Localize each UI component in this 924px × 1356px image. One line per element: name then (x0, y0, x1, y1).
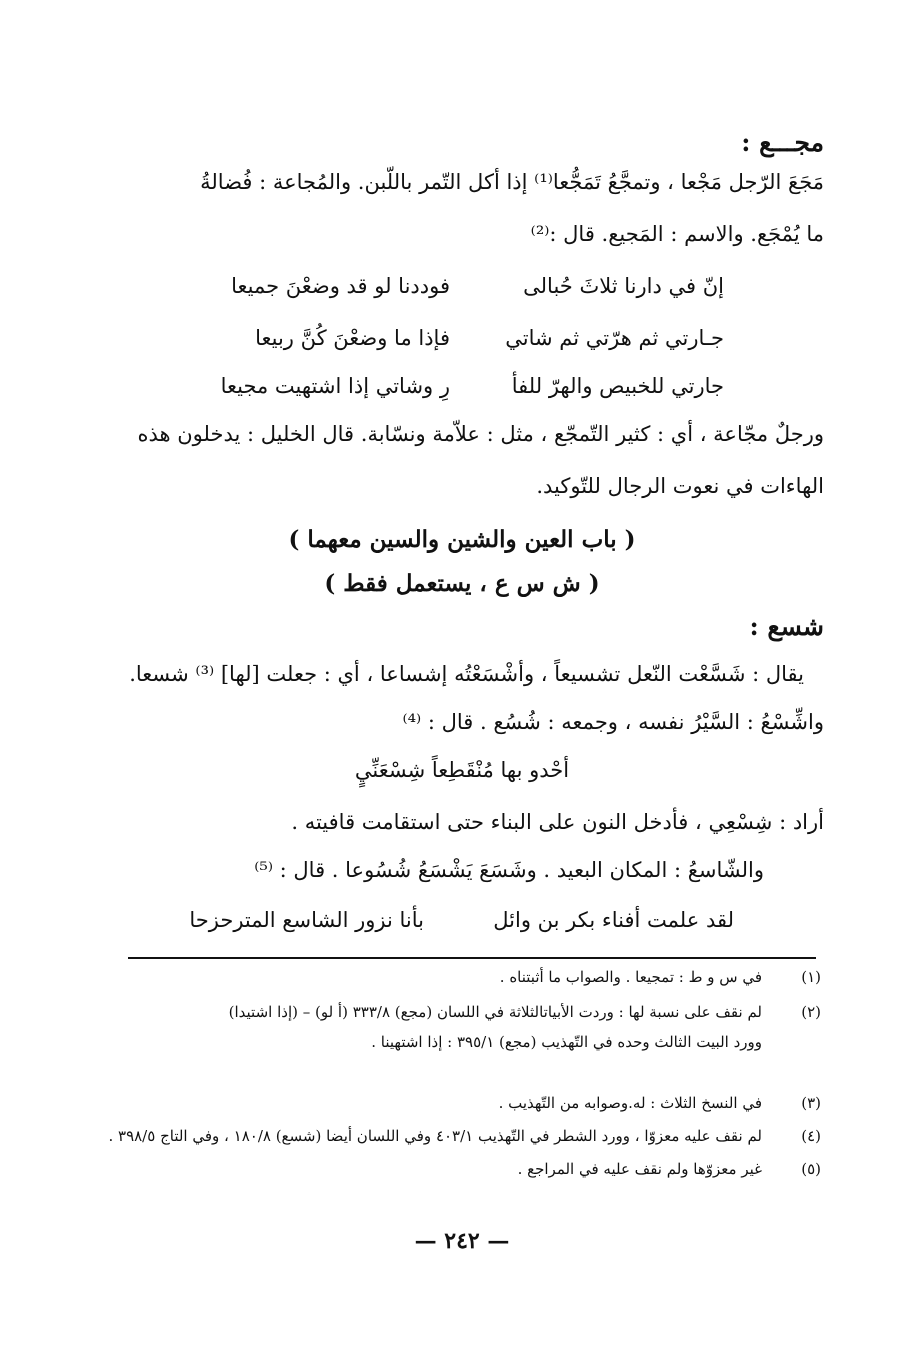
section-subtitle: ( ش س ع ، يستعمل فقط ) (324, 570, 600, 597)
verse-second-hemistich: بأنا نزور الشاسع المترحزحا (189, 908, 424, 932)
verse-line: أحْدو بها مُنْقَطِعاً شِسْعَنِّيٍ (354, 758, 570, 782)
headword-majaa: مجـــع : (741, 128, 824, 157)
verse-first-hemistich: جارتي للخبيص والهرّ للفأ (511, 374, 724, 398)
text-line: والشّاسعُ : المكان البعيد . وشَسَعَ يَشْسَعُ شُسُوعا . قال : ⁽⁵⁾ (254, 858, 764, 882)
footnote-text: في النسخ الثلاث : له.وصوابه من التّهذيب . (498, 1094, 762, 1112)
footnote-number: (٤) (801, 1127, 821, 1145)
footnote-number: (٢) (801, 1003, 821, 1021)
footnote-text: لم نقف على نسبة لها : وردت الأبياتالثلاثة في اللسان (مجع) ٣٣٣/٨ (أ لو) – (إذا اشتيدا) (228, 1003, 762, 1021)
footnote-number: (٣) (801, 1094, 821, 1112)
text-line: واشِّسْعُ : السَّيْرُ نفسه ، وجمعه : شُسُع . قال : ⁽⁴⁾ (402, 710, 824, 734)
text-line: الهاءات في نعوت الرجال للتّوكيد. (536, 474, 824, 498)
verse-first-hemistich: لقد علمت أفناء بكر بن وائل (493, 908, 734, 932)
footnote-number: (٥) (801, 1160, 821, 1178)
footnote-separator (128, 957, 816, 959)
footnote-text: وورد البيت الثالث وحده في التّهذيب (مجع) ٣٩٥/١ : إذا اشتهينا . (371, 1033, 762, 1051)
verse-second-hemistich: فإذا ما وضعْنَ كُنَّ ربيعا (255, 326, 450, 350)
verse-second-hemistich: فوددنا لو قد وضعْنَ جميعا (231, 274, 450, 298)
footnote-text: في س و ط : تمجيعا . والصواب ما أثبتناه . (499, 968, 762, 986)
headword-shasaa: شسع : (749, 612, 824, 641)
footnote-number: (١) (801, 968, 821, 986)
footnote-text: غير معزوّها ولم نقف عليه في المراجع . (517, 1160, 762, 1178)
text-line: مَجَعَ الرّجل مَجْعا ، وتمجَّعُ تَمَجُّعا⁽¹⁾ إذا أكل التّمر باللّبن. والمُجاعة : فُضالةُ (200, 170, 824, 194)
page-number: — ٢٤٢ — (414, 1228, 510, 1254)
footnote-text: لم نقف عليه معزوّا ، وورد الشطر في التّهذيب ٤٠٣/١ وفي اللسان أيضا (شسع) ١٨٠/٨ ، وفي التاج ٣٩٨/٥ . (108, 1127, 762, 1145)
text-line: ما يُمْجَع. والاسم : المَجيع. قال :⁽²⁾ (530, 222, 824, 246)
text-line: يقال : شَسَّعْت النّعل تشسيعاً ، وأشْسَعْتُه إشساعا ، أي : جعلت [لها] ⁽³⁾ شسعا. (129, 662, 804, 686)
verse-second-hemistich: رِ وشاتي إذا اشتهيت مجيعا (220, 374, 450, 398)
verse-first-hemistich: جـارتي ثم هرّتي ثم شاتي (505, 326, 724, 350)
section-title: ( باب العين والشين والسين معهما ) (288, 526, 636, 553)
verse-first-hemistich: إنّ في دارنا ثلاثَ حُبالى (523, 274, 724, 298)
text-line: ورجلٌ مجّاعة ، أي : كثير التّمجّع ، مثل : علاّمة ونسّابة. قال الخليل : يدخلون هذه (137, 422, 824, 446)
text-line: أراد : شِسْعِي ، فأدخل النون على البناء حتى استقامت قافيته . (291, 810, 824, 834)
